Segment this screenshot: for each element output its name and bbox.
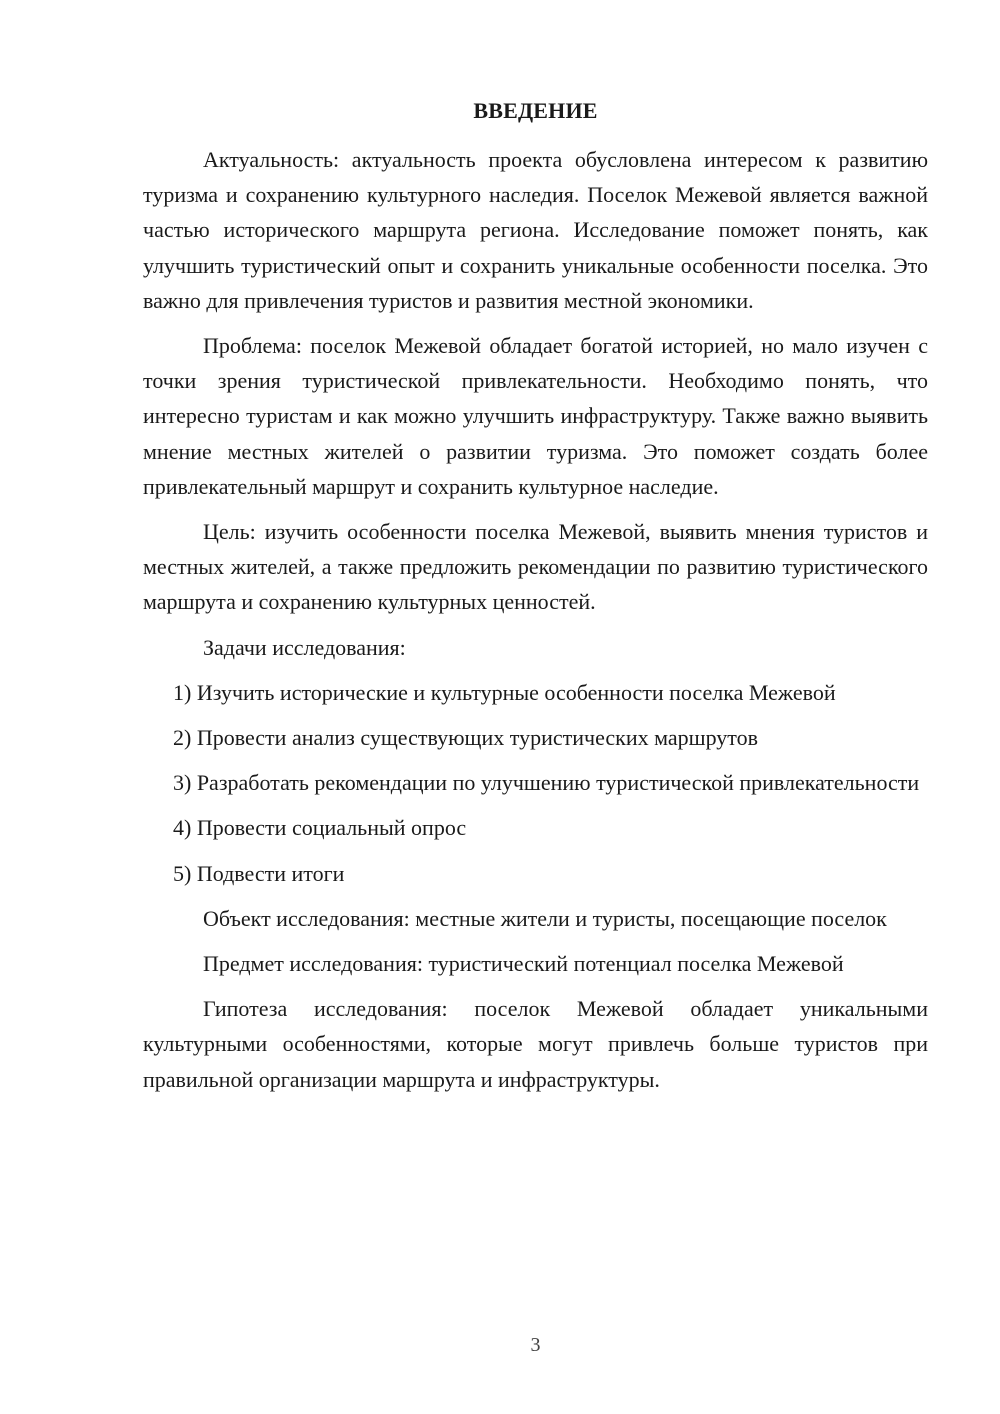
paragraph-relevance: Актуальность: актуальность проекта обусловлена интересом к развитию туризма и сохранению культурного наследия. Поселок Межевой является важной частью исторического маршрута региона. Исследование поможет понять, как улучшить туристический опыт и сохранить уникальные особенности поселка. Это важно для привлечения туристов и развития местной экономики. (143, 147, 928, 313)
document-page (143, 0, 928, 1414)
task-item-1: 1) Изучить исторические и культурные особенности поселка Межевой (173, 679, 836, 705)
task-item-4: 4) Провести социальный опрос (173, 815, 467, 841)
task-item-3: 3) Разработать рекомендации по улучшению туристической привлекательности (173, 770, 920, 796)
page-number: 3 (530, 1334, 541, 1356)
paragraph-object: Объект исследования: местные жители и туристы, посещающие поселок (203, 905, 887, 931)
task-item-5: 5) Подвести итоги (173, 860, 345, 886)
tasks-heading: Задачи исследования: (203, 634, 406, 660)
document-body (143, 142, 928, 1107)
paragraph-goal: Цель: изучить особенности поселка Межевой, выявить мнения туристов и местных жителей, а также предложить рекомендации по развитию туристического маршрута и сохранению культурных ценностей. (143, 519, 928, 615)
paragraph-problem: Проблема: поселок Межевой обладает богатой историей, но мало изучен с точки зрения туристической привлекательности. Необходимо понять, что интересно туристам и как можно улучшить инфраструктуру. Также важно выявить мнение местных жителей о развитии туризма. Это поможет создать более привлекательный маршрут и сохранить культурное наследие. (143, 333, 928, 499)
paragraph-hypothesis: Гипотеза исследования: поселок Межевой обладает уникальными культурными особенностями, которые могут привлечь больше туристов при правильной организации маршрута и инфраструктуры. (143, 996, 928, 1092)
page-title: ВВЕДЕНИЕ (473, 98, 598, 123)
task-item-2: 2) Провести анализ существующих туристических маршрутов (173, 725, 759, 751)
paragraph-subject: Предмет исследования: туристический потенциал поселка Межевой (203, 951, 844, 977)
